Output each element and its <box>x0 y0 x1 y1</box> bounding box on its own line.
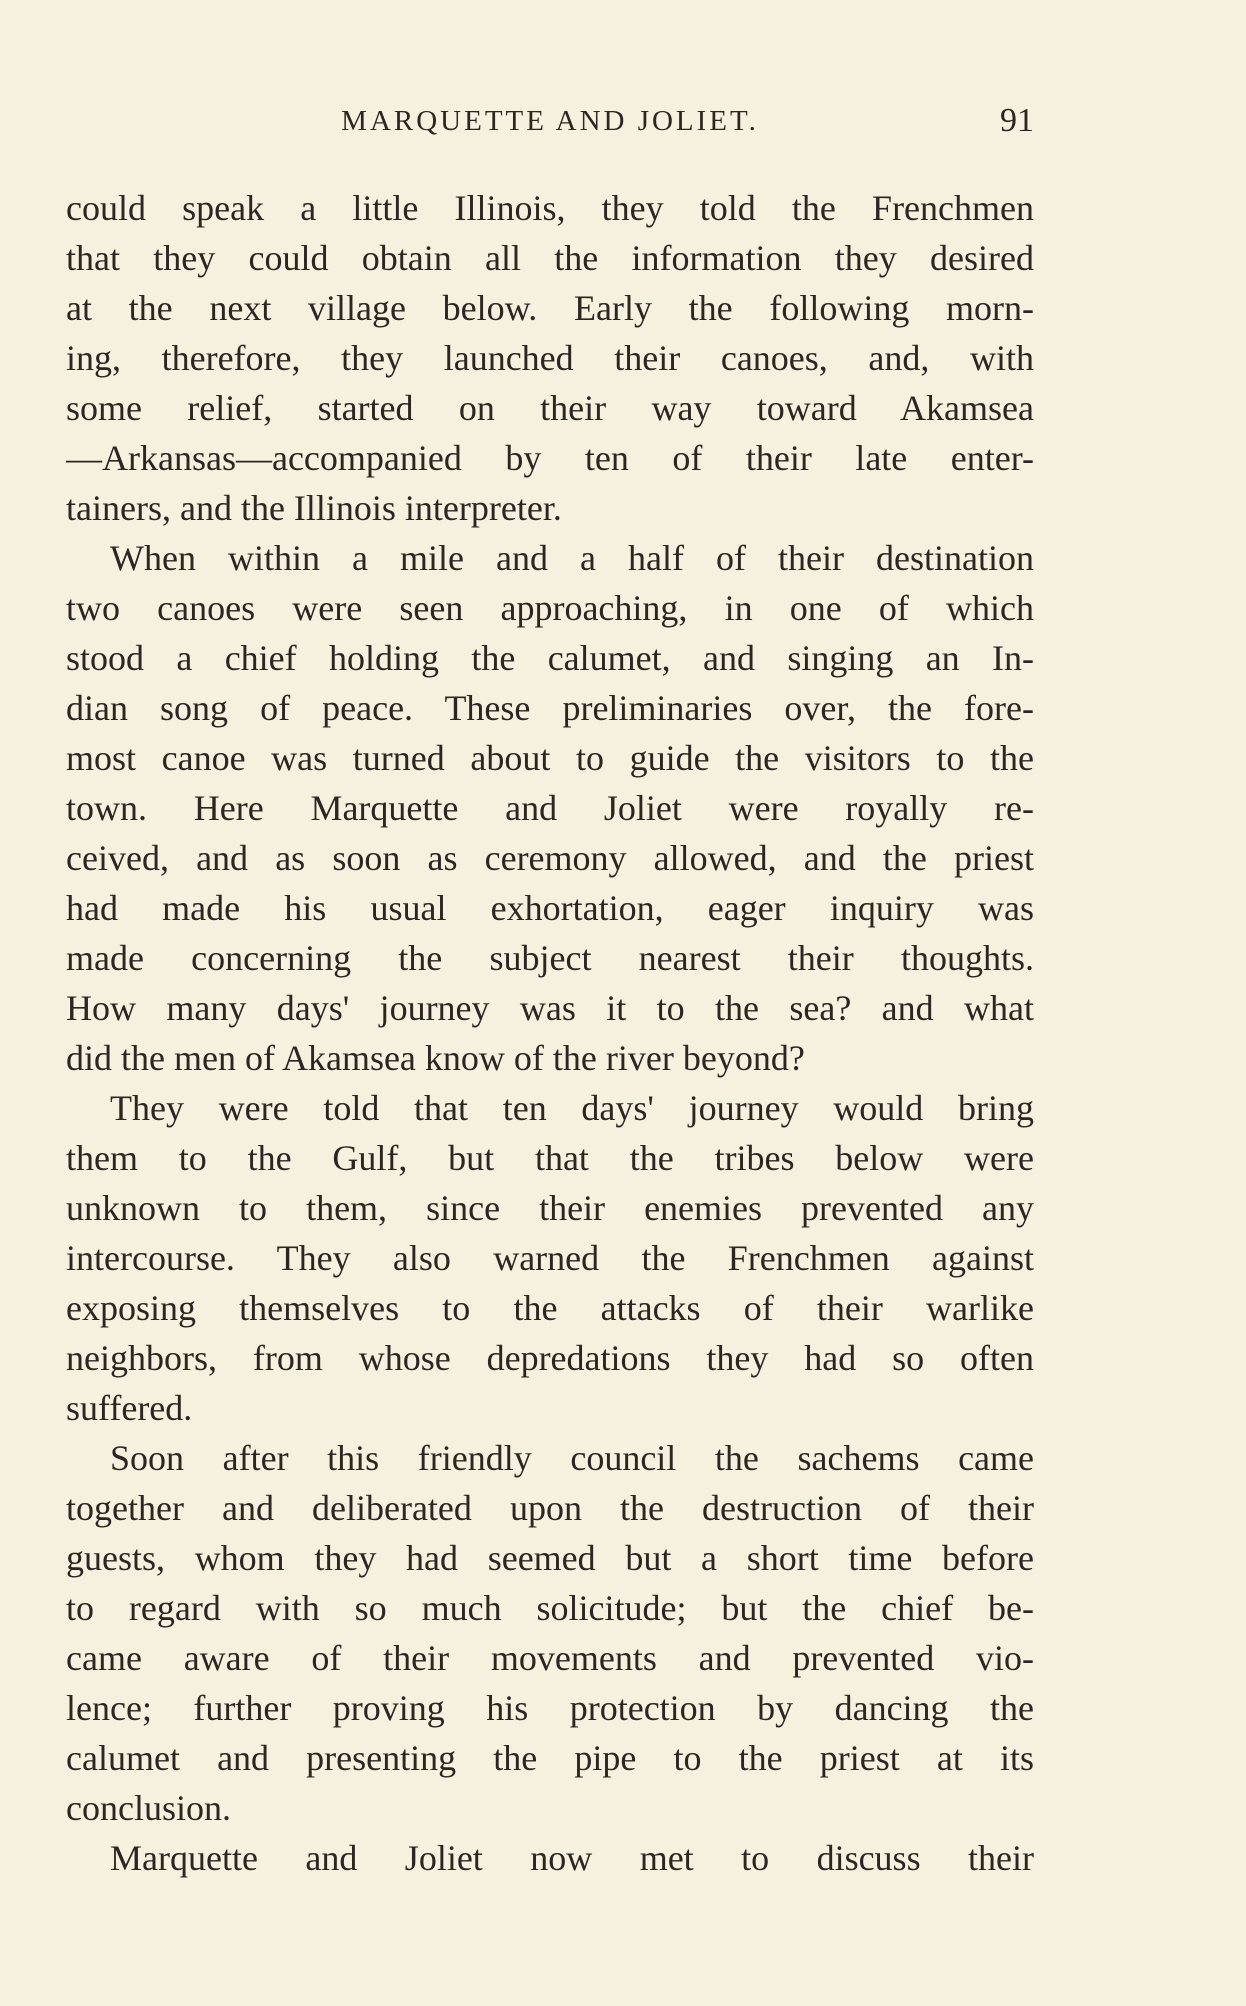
text-line: to regard with so much solicitude; but the chief be- <box>66 1588 1034 1628</box>
text-line: them to the Gulf, but that the tribes below were <box>66 1138 1034 1178</box>
running-head <box>66 96 1034 146</box>
text-line: made concerning the subject nearest their thoughts. <box>66 938 1034 978</box>
text-line: intercourse. They also warned the Frenchmen against <box>66 1238 1034 1278</box>
text-line: town. Here Marquette and Joliet were royally re- <box>66 788 1034 828</box>
text-line: guests, whom they had seemed but a short time before <box>66 1538 1034 1578</box>
page-number: 91 <box>1000 102 1034 139</box>
text-line: suffered. <box>66 1388 193 1428</box>
text-line: could speak a little Illinois, they told the Frenchmen <box>66 188 1034 228</box>
text-line: conclusion. <box>66 1788 231 1828</box>
text-line: most canoe was turned about to guide the visitors to the <box>66 738 1034 778</box>
text-line: ing, therefore, they launched their canoes, and, with <box>66 338 1034 378</box>
text-line: neighbors, from whose depredations they had so often <box>66 1338 1034 1378</box>
text-line: some relief, started on their way toward Akamsea <box>66 388 1034 428</box>
text-line: unknown to them, since their enemies prevented any <box>66 1188 1034 1228</box>
text-line: calumet and presenting the pipe to the priest at its <box>66 1738 1034 1778</box>
running-head-title: MARQUETTE AND JOLIET. <box>341 105 759 137</box>
text-line: had made his usual exhortation, eager inquiry was <box>66 888 1034 928</box>
text-line: did the men of Akamsea know of the river beyond? <box>66 1038 805 1078</box>
text-line: lence; further proving his protection by dancing the <box>66 1688 1034 1728</box>
text-line: —Arkansas—accompanied by ten of their late enter- <box>66 438 1034 478</box>
text-line: ceived, and as soon as ceremony allowed, and the priest <box>66 838 1034 878</box>
text-line: tainers, and the Illinois interpreter. <box>66 488 562 528</box>
body-text <box>66 183 1034 1883</box>
text-line: exposing themselves to the attacks of their warlike <box>66 1288 1034 1328</box>
text-line: that they could obtain all the information they desired <box>66 238 1034 278</box>
text-line: They were told that ten days' journey would bring <box>110 1088 1034 1128</box>
text-line: Soon after this friendly council the sachems came <box>110 1438 1034 1478</box>
text-line: Marquette and Joliet now met to discuss their <box>110 1838 1034 1878</box>
text-line: two canoes were seen approaching, in one of which <box>66 588 1034 628</box>
text-line: When within a mile and a half of their destination <box>110 538 1034 578</box>
text-line: How many days' journey was it to the sea? and what <box>66 988 1034 1028</box>
text-line: together and deliberated upon the destruction of their <box>66 1488 1034 1528</box>
text-line: dian song of peace. These preliminaries over, the fore- <box>66 688 1034 728</box>
text-line: stood a chief holding the calumet, and singing an In- <box>66 638 1034 678</box>
text-line: at the next village below. Early the following morn- <box>66 288 1034 328</box>
text-line: came aware of their movements and prevented vio- <box>66 1638 1034 1678</box>
